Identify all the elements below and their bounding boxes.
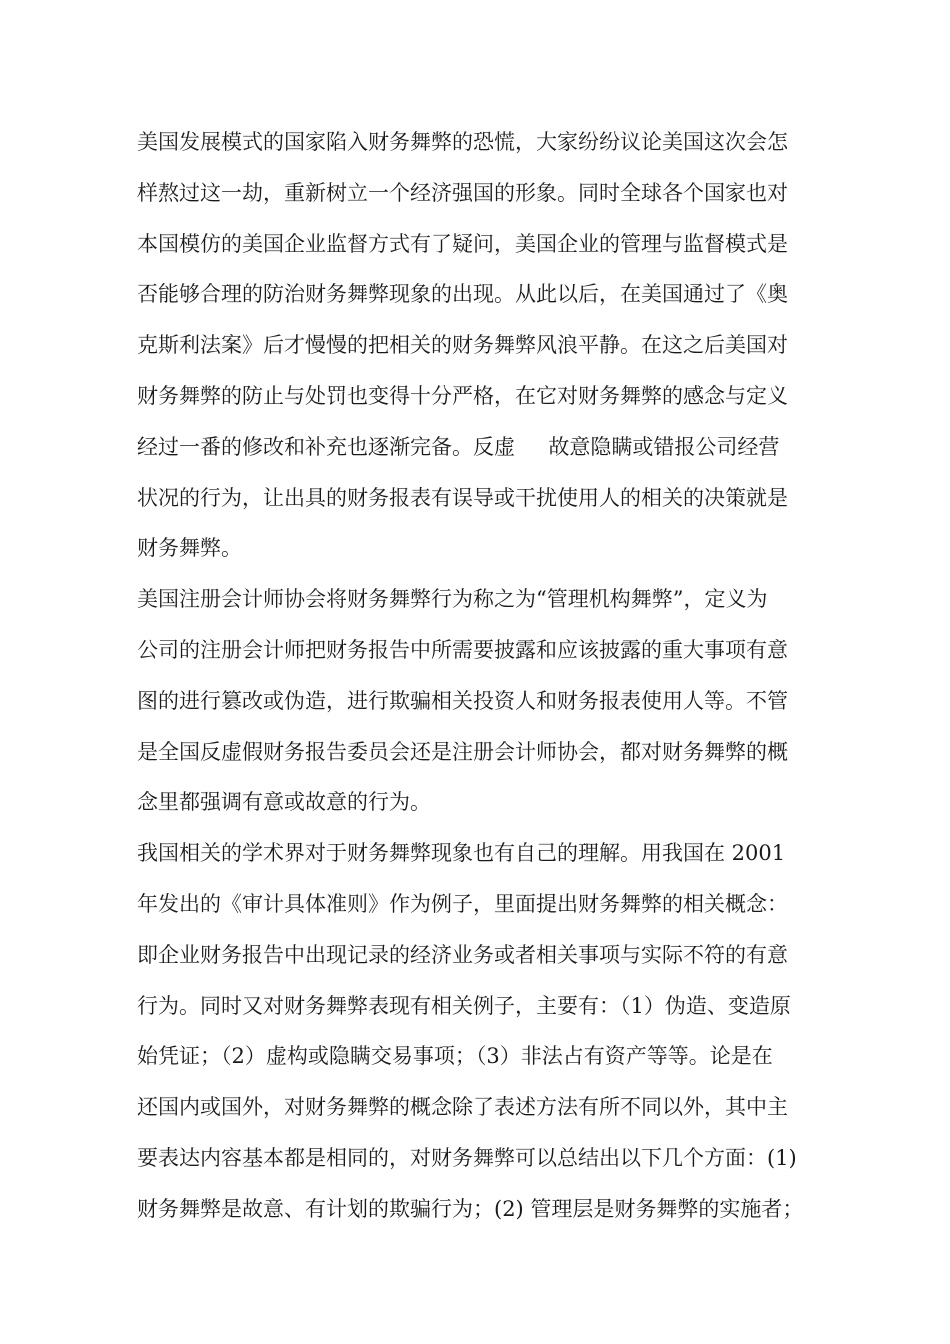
text-line: 年发出的《审计具体准则》作为例子，里面提出财务舞弊的相关概念： [137,891,788,916]
text-line: 始凭证；（2）虚构或隐瞒交易事项；（3）非法占有资产等等。论是在 [137,1044,773,1069]
text-line: 本国模仿的美国企业监督方式有了疑问，美国企业的管理与监督模式是 [137,231,788,256]
text-line: 财务舞弊是故意、有计划的欺骗行为；(2) 管理层是财务舞弊的实施者； [137,1196,804,1221]
text-line: 样熬过这一劫，重新树立一个经济强国的形象。同时全球各个国家也对 [137,180,788,205]
text-line: 经过一番的修改和补充也逐渐完备。反虚 故意隐瞒或错报公司经营 [137,434,780,459]
text-line: 图的进行篡改或伪造，进行欺骗相关投资人和财务报表使用人等。不管 [137,688,788,713]
text-line: 财务舞弊的防止与处罚也变得十分严格，在它对财务舞弊的感念与定义 [137,383,788,408]
text-line: 公司的注册会计师把财务报告中所需要披露和应该披露的重大事项有意 [137,637,788,662]
text-line: 美国注册会计师协会将财务舞弊行为称之为“管理机构舞弊”，定义为 [137,587,768,612]
text-line: 我国相关的学术界对于财务舞弊现象也有自己的理解。用我国在 2001 [137,841,786,866]
text-line: 否能够合理的防治财务舞弊现象的出现。从此以后，在美国通过了《奥 [137,282,788,307]
text-line: 行为。同时又对财务舞弊表现有相关例子，主要有：（1）伪造、变造原 [137,993,791,1018]
text-line: 要表达内容基本都是相同的，对财务舞弊可以总结出以下几个方面：(1) [137,1145,797,1170]
text-line: 财务舞弊。 [137,536,242,561]
text-line: 克斯利法案》后才慢慢的把相关的财务舞弊风浪平静。在这之后美国对 [137,333,788,358]
text-line: 美国发展模式的国家陷入财务舞弊的恐慌，大家纷纷议论美国这次会怎 [137,130,788,154]
text-line: 是全国反虚假财务报告委员会还是注册会计师协会，都对财务舞弊的概 [137,739,788,764]
text-line: 还国内或国外，对财务舞弊的概念除了表述方法有所不同以外，其中主 [137,1095,788,1120]
text-line: 即企业财务报告中出现记录的经济业务或者相关事项与实际不符的有意 [137,942,788,967]
text-line: 念里都强调有意或故意的行为。 [137,790,431,815]
body-text [137,122,853,1240]
text-line: 状况的行为，让出具的财务报表有误导或干扰使用人的相关的决策就是 [137,485,788,510]
